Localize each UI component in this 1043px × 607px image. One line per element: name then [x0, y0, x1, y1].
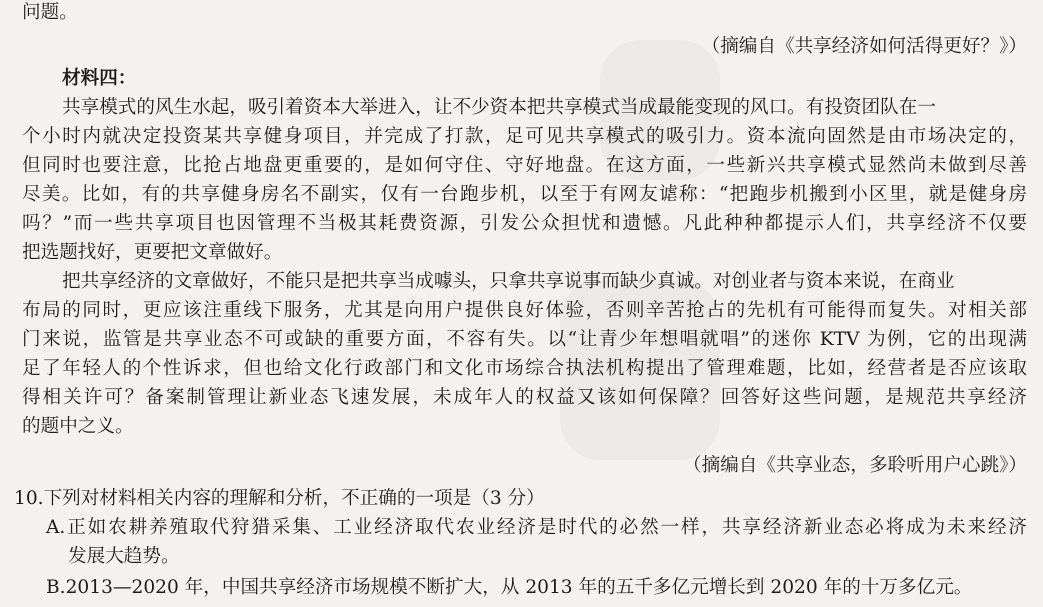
fragment-top: 问题。: [22, 2, 78, 23]
source-citation-4: （摘编自《共享业态，多聆听用户心跳》）: [683, 455, 1027, 476]
paragraph-1-line: 个小时内就决定投资某共享健身项目，并完成了打款，足可见共享模式的吸引力。资本流向固然是由市场决定的，: [22, 126, 1027, 147]
paragraph-2-line: 门来说，监管是共享业态不可或缺的重要方面，不容有失。以“让青少年想唱就唱”的迷你 KTV 为例，它的出现满: [22, 329, 1027, 350]
paragraph-1-line: 共享模式的风生水起，吸引着资本大举进入，让不少资本把共享模式当成最能变现的风口。有投资团队在一: [62, 97, 936, 118]
question-10-stem: 10.下列对材料相关内容的理解和分析，不正确的一项是（3 分）: [14, 488, 545, 509]
source-citation-3: （摘编自《共享经济如何活得更好？》）: [701, 36, 1027, 57]
paragraph-2-line: 的题中之义。: [22, 416, 134, 437]
paragraph-1-line: 把选题找好，更要把文章做好。: [22, 242, 283, 263]
paragraph-2-line: 布局的同时，更应该注重线下服务，尤其是向用户提供良好体验，否则辛苦抢占的先机有可能得而复失。对相关部: [22, 300, 1027, 321]
paragraph-2-line: 把共享经济的文章做好，不能只是把共享当成噱头，只拿共享说事而缺少真诚。对创业者与资本来说，在商业: [62, 271, 955, 292]
question-10-option-b: B.2013—2020 年，中国共享经济市场规模不断扩大，从 2013 年的五千多亿元增长到 2020 年的十万多亿元。: [46, 577, 973, 598]
question-10-option-a-continued: 发展大趋势。: [68, 546, 180, 567]
paragraph-1-line: 但同时也要注意，比抢占地盘更重要的，是如何守住、守好地盘。在这方面，一些新兴共享模式显然尚未做到尽善: [22, 155, 1027, 176]
paragraph-1-line: 吗？”而一些共享项目也因管理不当极其耗费资源，引发公众担忧和遗憾。凡此种种都提示人们，共享经济不仅要: [22, 213, 1027, 234]
question-10-option-a: A.正如农耕养殖取代狩猎采集、工业经济取代农业经济是时代的必然一样，共享经济新业态必将成为未来经济: [46, 517, 1027, 538]
material-four-heading: 材料四：: [62, 68, 137, 89]
paragraph-2-line: 足了年轻人的个性诉求，但也给文化行政部门和文化市场综合执法机构提出了管理难题，比如，经营者是否应该取: [22, 358, 1027, 379]
paragraph-1-line: 尽美。比如，有的共享健身房名不副实，仅有一台跑步机，以至于有网友谑称：“把跑步机搬到小区里，就是健身房: [22, 184, 1027, 205]
paragraph-2-line: 得相关许可？备案制管理让新业态飞速发展，未成年人的权益又该如何保障？回答好这些问题，是规范共享经济: [22, 387, 1027, 408]
